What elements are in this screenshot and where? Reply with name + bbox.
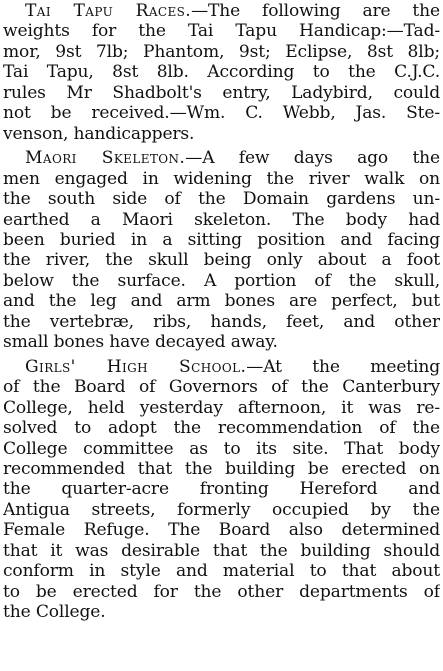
article-line: rules Mr Shadbolt's entry, Ladybird, could — [3, 82, 440, 103]
article-line: not be received.—Wm. C. Webb, Jas. Ste- — [3, 103, 440, 124]
article-line: venson, handicappers. — [3, 123, 195, 144]
article-line: recommended that the building be erected on — [3, 458, 440, 479]
article-heading: Tai Tapu Races. — [25, 1, 192, 21]
article-line: Antigua streets, formerly occupied by the — [3, 499, 440, 520]
article-line: College, held yesterday afternoon, it was re- — [3, 397, 440, 418]
article-tai-tapu-races — [3, 1, 440, 144]
article-line: below the surface. A portion of the skull, — [3, 270, 440, 291]
article-line — [3, 148, 440, 168]
article-line: the College. — [3, 602, 106, 623]
article-line: Tai Tapu, 8st 8lb. According to the C.J.C. — [3, 62, 440, 83]
article-line: that it was desirable that the building should — [3, 540, 440, 561]
article-heading: Girls' High School. — [25, 356, 247, 377]
article-heading: Maori Skeleton. — [25, 148, 186, 169]
article-line — [3, 357, 440, 377]
article-maori-skeleton — [3, 148, 440, 353]
article-line: solved to adopt the recommendation of the — [3, 418, 440, 439]
article-line: the quarter-acre fronting Hereford and — [3, 479, 440, 500]
article-text: —At the meeting — [246, 356, 440, 377]
article-line: College committee as to its site. That body — [3, 438, 440, 459]
article-line: the vertebræ, ribs, hands, feet, and other — [3, 311, 440, 332]
article-line: the river, the skull being only about a foot — [3, 250, 440, 271]
article-line: earthed a Maori skeleton. The body had — [3, 209, 440, 230]
article-line — [3, 1, 440, 21]
article-line: Female Refuge. The Board also determined — [3, 520, 440, 541]
article-line: men engaged in widening the river walk on — [3, 168, 440, 189]
article-line: the south side of the Domain gardens un- — [3, 189, 440, 210]
article-line: small bones have decayed away. — [3, 332, 278, 353]
article-text: —A few days ago the — [185, 148, 440, 169]
article-line: been buried in a sitting position and facing — [3, 229, 440, 250]
article-text: —The following are the — [191, 1, 440, 21]
article-line: weights for the Tai Tapu Handicap:—Tad- — [3, 21, 440, 42]
article-line: mor, 9st 7lb; Phantom, 9st; Eclipse, 8st 8lb; — [3, 41, 440, 62]
article-girls-high-school — [3, 357, 440, 623]
article-line: and the leg and arm bones are perfect, but — [3, 291, 440, 312]
article-line: conform in style and material to that about — [3, 561, 440, 582]
article-line: to be erected for the other departments of — [3, 581, 440, 602]
article-line: of the Board of Governors of the Canterbury — [3, 377, 440, 398]
